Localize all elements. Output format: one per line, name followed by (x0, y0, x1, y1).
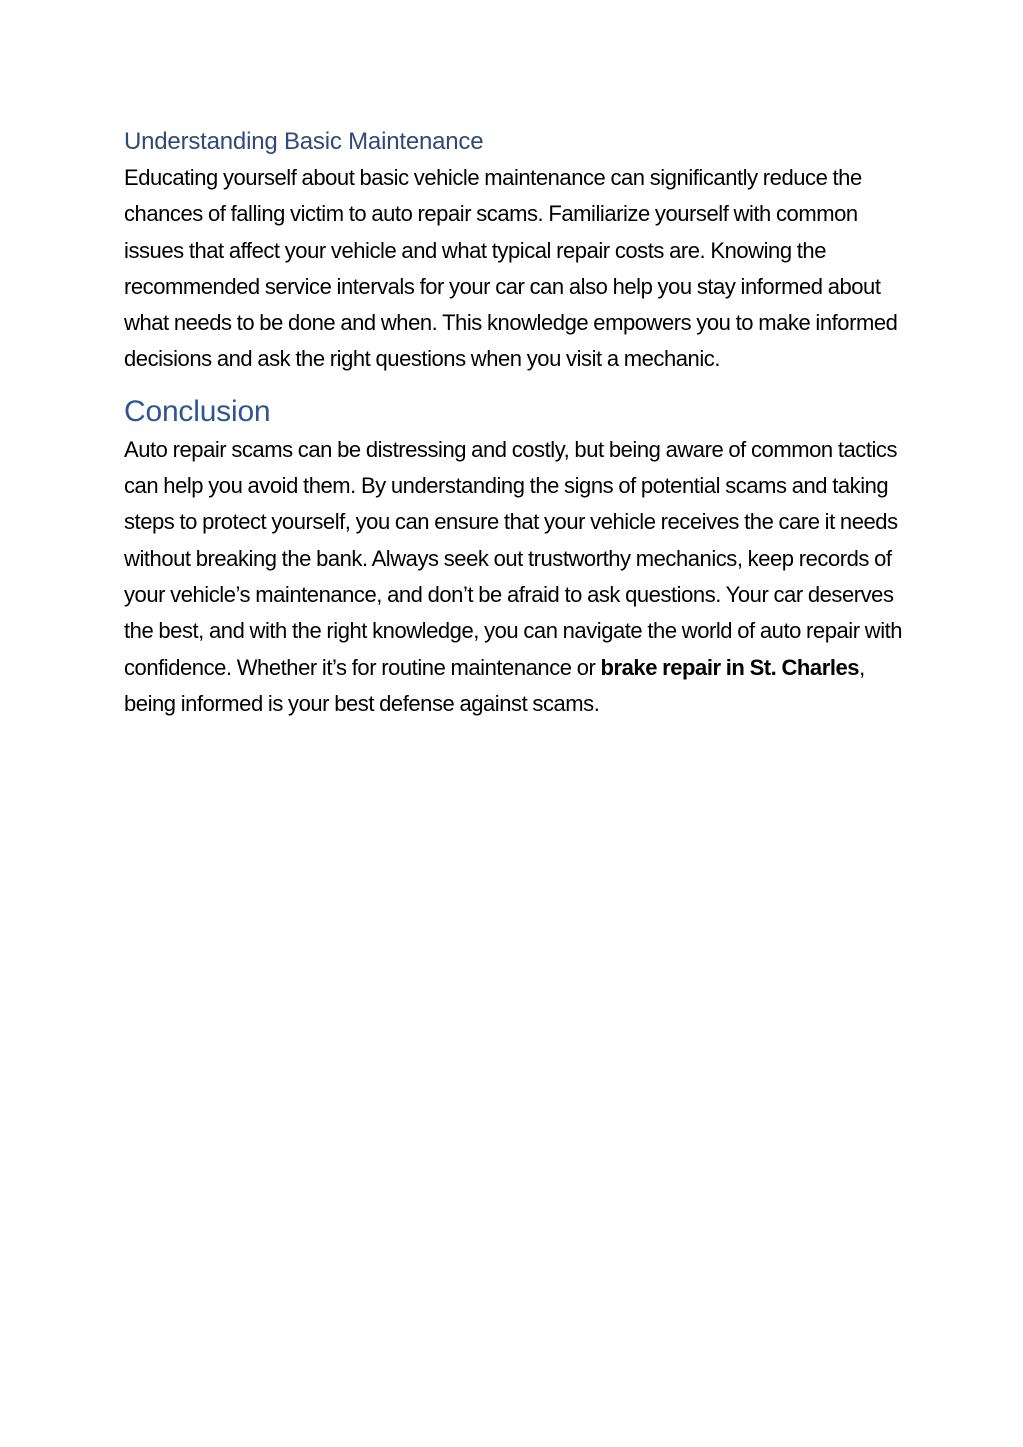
section-heading-basic-maintenance: Understanding Basic Maintenance (124, 128, 484, 155)
section-heading-conclusion: Conclusion (124, 394, 271, 428)
paragraph-basic-maintenance: Educating yourself about basic vehicle maintenance can significantly reduce the chances of falling victim to auto repair scams. Familiarize yourself with common issues that affect your vehicle and what typical repair costs are. Knowing the recommended service intervals for your car can also help you stay informed about what needs to be done and when. This knowledge empowers you to make informed decisions and ask the right questions when you visit a mechanic. (124, 165, 898, 372)
conclusion-text-end: , being informed is your best defense against scams. (124, 654, 865, 716)
conclusion-text-start: Auto repair scams can be distressing and costly, but being aware of common tactics can help you avoid them. By understanding the signs of potential scams and taking steps to protect yourself, you can ensure that your vehicle receives the care it needs without breaking the bank. Always seek out trustworthy mechanics, keep records of your vehicle’s maintenance, and don’t be afraid to ask questions. Your car deserves the best, and with the right knowledge, you can navigate the world of auto repair with confidence. Whether it’s for routine maintenance or (124, 436, 903, 680)
conclusion-bold-keyword: brake repair in St. Charles (600, 654, 860, 680)
document-content (124, 124, 914, 722)
paragraph-conclusion (124, 432, 914, 722)
